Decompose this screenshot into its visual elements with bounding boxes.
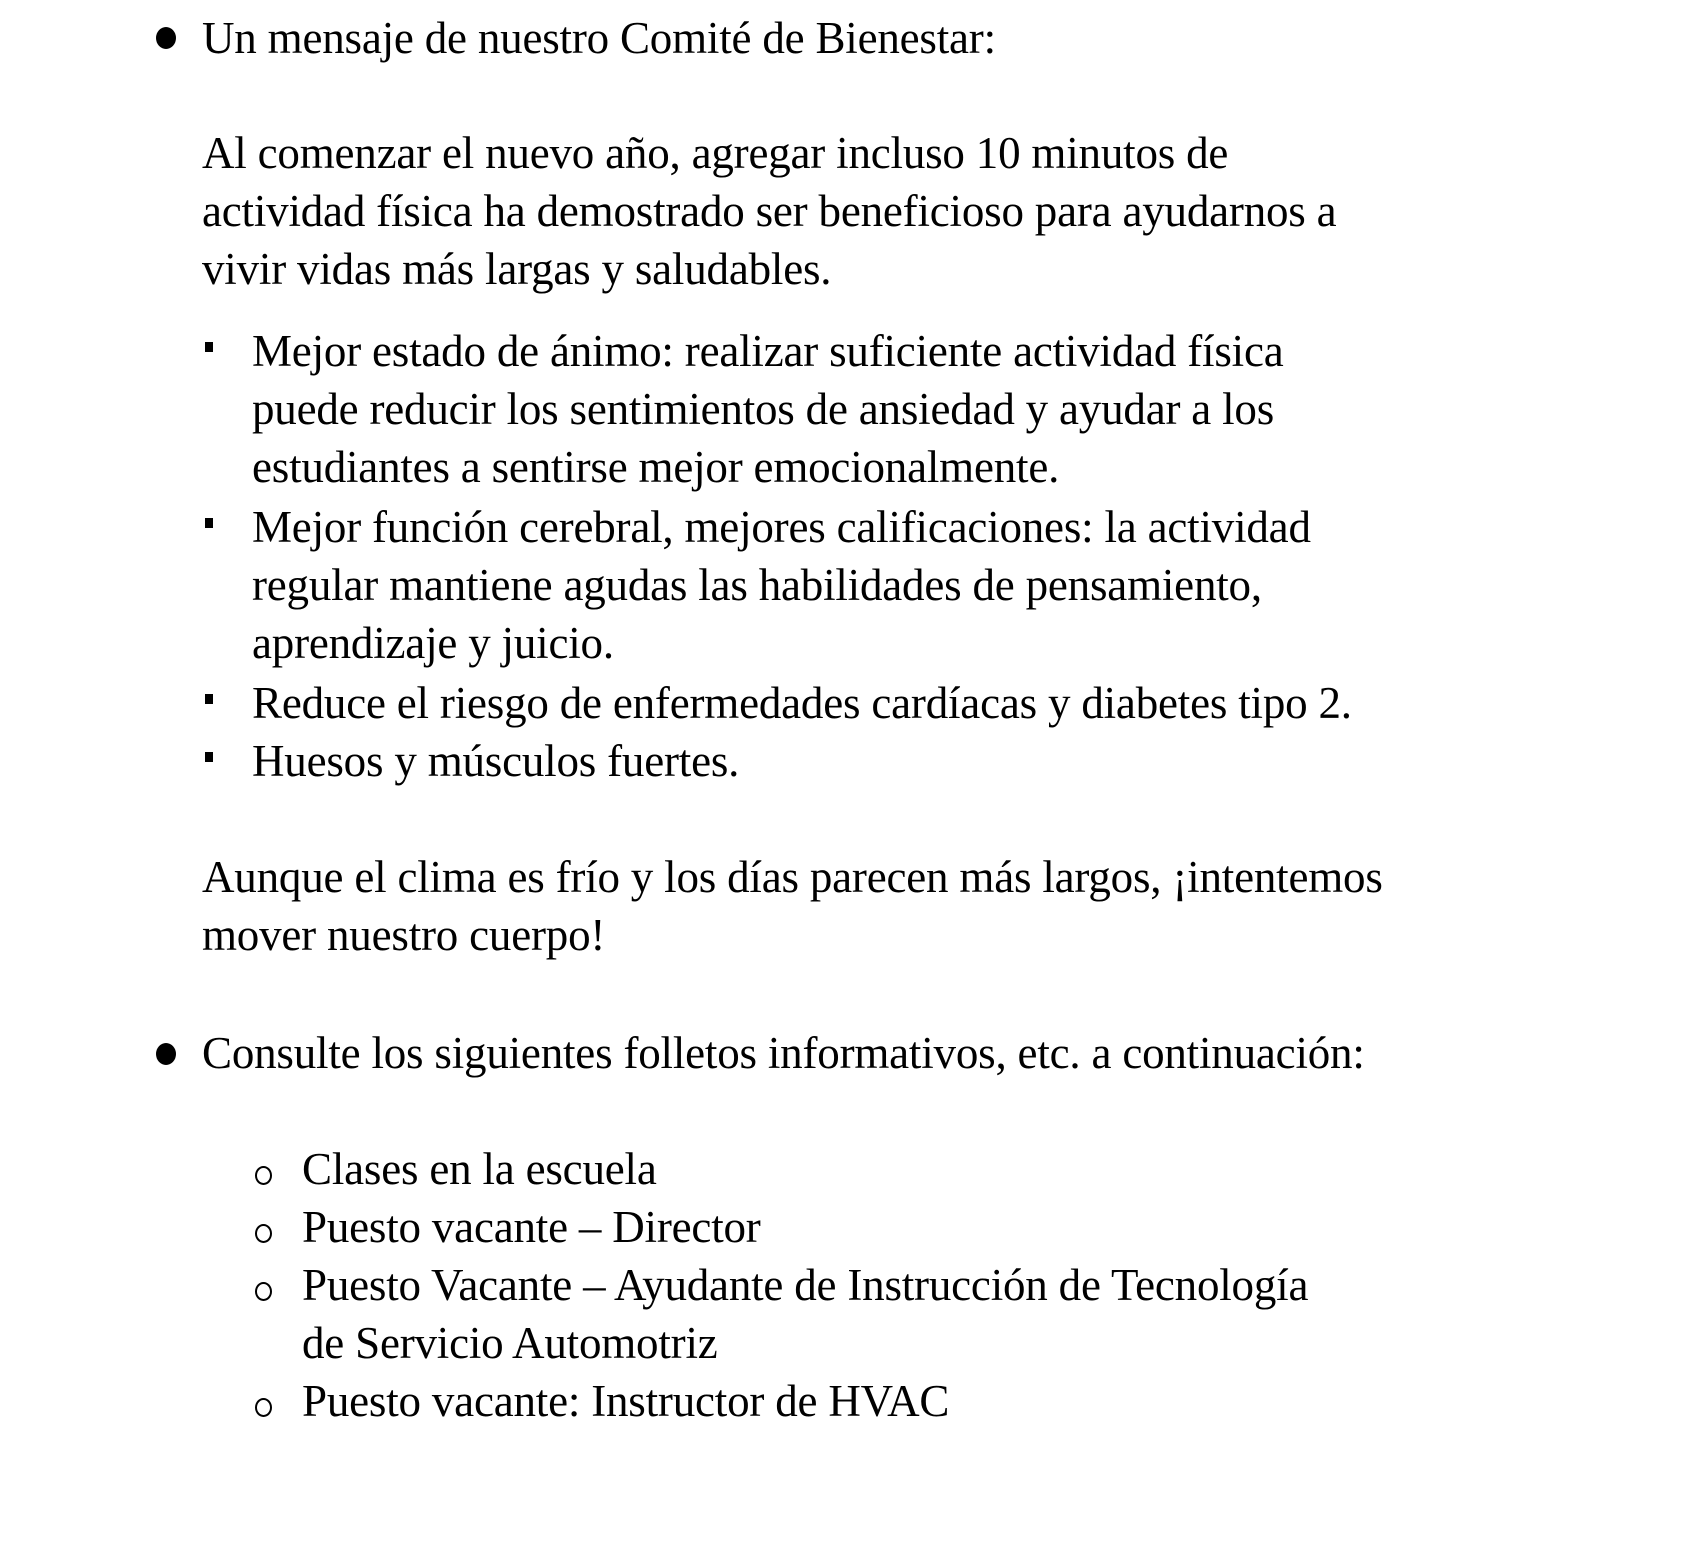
flyer-link[interactable]: Puesto Vacante – Ayudante de Instrucción de Tecnología: [302, 1260, 1309, 1310]
benefit-item-line: regular mantiene agudas las habilidades de pensamiento,: [252, 560, 1262, 610]
flyer-link[interactable]: Clases en la escuela: [302, 1144, 657, 1194]
benefit-item-line: puede reducir los sentimientos de ansiedad y ayudar a los: [252, 384, 1275, 434]
circle-bullet-icon: [255, 1166, 272, 1185]
circle-bullet-icon: [255, 1224, 272, 1243]
benefit-item-line: aprendizaje y juicio.: [252, 618, 614, 668]
intro-text-line: actividad física ha demostrado ser beneficioso para ayudarnos a: [202, 186, 1337, 236]
flyer-link[interactable]: Puesto vacante – Director: [302, 1202, 761, 1252]
intro-text-line: Al comenzar el nuevo año, agregar incluso 10 minutos de: [202, 128, 1229, 178]
closing-text-line: Aunque el clima es frío y los días parecen más largos, ¡intentemos: [202, 852, 1383, 902]
square-bullet-icon: [205, 752, 213, 762]
flyer-link[interactable]: Puesto vacante: Instructor de HVAC: [302, 1376, 950, 1426]
square-bullet-icon: [205, 342, 213, 352]
section-heading-flyers: Consulte los siguientes folletos informativos, etc. a continuación:: [202, 1028, 1365, 1078]
benefit-item-line: estudiantes a sentirse mejor emocionalmente.: [252, 442, 1060, 492]
circle-bullet-icon: [255, 1282, 272, 1301]
benefit-item-line: Huesos y músculos fuertes.: [252, 736, 740, 786]
benefit-item-line: Mejor función cerebral, mejores calificaciones: la actividad: [252, 502, 1311, 552]
flyer-link[interactable]: de Servicio Automotriz: [302, 1318, 718, 1368]
benefit-item-line: Mejor estado de ánimo: realizar suficiente actividad física: [252, 326, 1284, 376]
closing-text-line: mover nuestro cuerpo!: [202, 910, 606, 960]
bullet-dot-icon: [156, 1043, 176, 1065]
benefit-item-line: Reduce el riesgo de enfermedades cardíacas y diabetes tipo 2.: [252, 678, 1352, 728]
circle-bullet-icon: [255, 1398, 272, 1417]
square-bullet-icon: [205, 518, 213, 528]
intro-text-line: vivir vidas más largas y saludables.: [202, 244, 832, 294]
bullet-dot-icon: [156, 27, 176, 49]
section-heading-wellness: Un mensaje de nuestro Comité de Bienestar:: [202, 13, 996, 63]
square-bullet-icon: [205, 694, 213, 704]
